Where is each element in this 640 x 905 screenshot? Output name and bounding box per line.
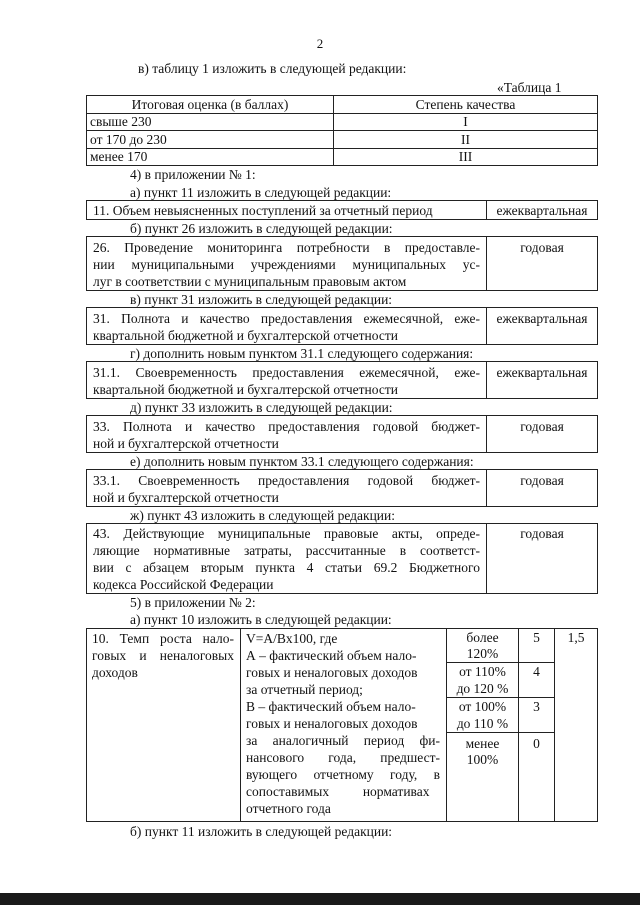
formula-text: говых и неналоговых доходов: [246, 716, 418, 731]
table-header-score: Итоговая оценка (в баллах): [131, 97, 289, 112]
weight-value: 1,5: [567, 630, 585, 645]
indicator-text: вии с абзацем вторым пункта 4 статьи 69.2 Бюджетного: [93, 560, 480, 575]
table-caption: «Таблица 1: [497, 80, 562, 95]
instruction-item-31-1: г) дополнить новым пунктом 31.1 следующего содержания:: [130, 346, 474, 361]
instruction-item-33-1: е) дополнить новым пунктом 33.1 следующего содержания:: [130, 454, 474, 469]
indicator-period: годовая: [520, 240, 564, 255]
indicator-text: квартальной бюджетной и бухгалтерской отчетности: [93, 328, 398, 343]
indicator-text: говых и неналоговых: [92, 648, 234, 663]
indicator-period: годовая: [520, 526, 564, 541]
formula-text: за отчетный период;: [246, 682, 363, 697]
instruction-item-43: ж) пункт 43 изложить в следующей редакции:: [130, 508, 396, 523]
page-number: 2: [316, 36, 324, 51]
table-cell-score: менее 170: [90, 149, 148, 164]
indicator-period: ежеквартальная: [496, 203, 588, 218]
range-text: до 120 %: [456, 681, 509, 696]
indicator-text: 11. Объем невыясненных поступлений за отчетный период: [93, 203, 433, 218]
indicator-text: доходов: [92, 665, 138, 680]
table-cell-quality: II: [461, 132, 470, 147]
instruction-item-11b: б) пункт 11 изложить в следующей редакции:: [130, 824, 393, 839]
indicator-period: годовая: [520, 419, 564, 434]
indicator-text: ляющие нормативные затраты, рассчитанные в соответст-: [93, 543, 480, 558]
instruction-item-26: б) пункт 26 изложить в следующей редакции:: [130, 221, 393, 236]
scan-edge: [0, 893, 640, 905]
indicator-text: 31. Полнота и качество предоставления ежемесячной, еже-: [93, 311, 480, 326]
table-header-quality: Степень качества: [415, 97, 516, 112]
formula-text: вующего отчетному году, в: [246, 767, 440, 782]
indicator-text: нии муниципальными учреждениями муниципальных ус-: [93, 257, 480, 272]
range-score: 3: [533, 699, 540, 714]
indicator-period: ежеквартальная: [496, 365, 588, 380]
formula-text: А – фактический объем нало-: [246, 648, 417, 663]
formula-text: говых и неналоговых доходов: [246, 665, 418, 680]
indicator-text: луг в соответствии с муниципальным правовым актом: [93, 274, 407, 289]
range-text: до 110 %: [456, 716, 509, 731]
indicator-text: 10. Темп роста нало-: [92, 631, 234, 646]
instruction-item-33: д) пункт 33 изложить в следующей редакции:: [130, 400, 393, 415]
formula-text: за аналогичный период фи-: [246, 733, 440, 748]
formula-text: отчетного года: [246, 801, 331, 816]
range-score: 4: [533, 664, 540, 679]
indicator-text: 26. Проведение мониторинга потребности в предоставле-: [93, 240, 480, 255]
formula-text: V=A/Bx100, где: [246, 631, 338, 646]
range-text: 120%: [466, 646, 499, 661]
indicator-text: 33. Полнота и качество предоставления годовой бюджет-: [93, 419, 480, 434]
range-score: 0: [533, 736, 540, 751]
indicator-text: ной и бухгалтерской отчетности: [93, 490, 279, 505]
indicator-period: ежеквартальная: [496, 311, 588, 326]
indicator-text: ной и бухгалтерской отчетности: [93, 436, 279, 451]
section-4-heading: 4) в приложении № 1:: [130, 167, 256, 182]
formula-text: нансового года, предшест-: [246, 750, 440, 765]
indicator-period: годовая: [520, 473, 564, 488]
indicator-text: 33.1. Своевременность предоставления годовой бюджет-: [93, 473, 480, 488]
section-5-heading: 5) в приложении № 2:: [130, 595, 256, 610]
table-cell-quality: I: [463, 114, 468, 129]
instruction-item-10: а) пункт 10 изложить в следующей редакции:: [130, 612, 392, 627]
range-score: 5: [533, 630, 540, 645]
range-text: от 100%: [458, 699, 507, 714]
intro-paragraph: в) таблицу 1 изложить в следующей редакции:: [138, 61, 407, 76]
table-cell-score: свыше 230: [90, 114, 152, 129]
indicator-text: квартальной бюджетной и бухгалтерской отчетности: [93, 382, 398, 397]
formula-text: В – фактический объем нало-: [246, 699, 416, 714]
formula-text: сопоставимых нормативах: [246, 784, 430, 799]
range-text: от 110%: [459, 664, 506, 679]
range-text: 100%: [466, 752, 499, 767]
instruction-item-11: а) пункт 11 изложить в следующей редакции:: [130, 185, 392, 200]
table-cell-score: от 170 до 230: [90, 132, 167, 147]
indicator-text: кодекса Российской Федерации: [93, 577, 274, 592]
range-text: менее: [465, 736, 500, 751]
instruction-item-31: в) пункт 31 изложить в следующей редакции:: [130, 292, 393, 307]
indicator-text: 43. Действующие муниципальные правовые акты, опреде-: [93, 526, 480, 541]
indicator-text: 31.1. Своевременность предоставления ежемесячной, еже-: [93, 365, 480, 380]
range-text: более: [466, 630, 499, 645]
table-cell-quality: III: [458, 149, 473, 164]
